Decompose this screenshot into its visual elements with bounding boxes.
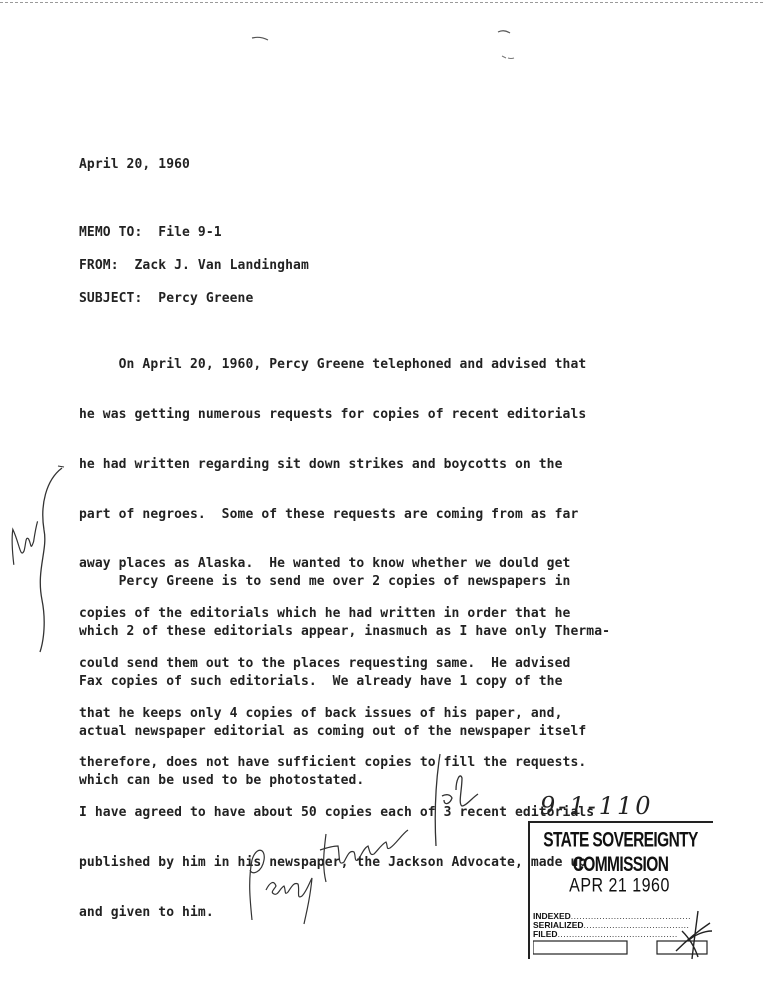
paragraph-line: published by him in his newspaper, the Jackson Advocate, made up	[79, 855, 587, 870]
stamp-date: APR 21 1960	[569, 876, 670, 897]
memo-date: April 20, 1960	[79, 157, 190, 172]
paragraph-line: therefore, does not have sufficient copies to fill the requests.	[79, 755, 587, 771]
memo-from-label: FROM:	[79, 258, 119, 273]
memo-to-line	[79, 225, 222, 242]
paragraph-line: and given to him.	[79, 904, 214, 920]
paragraph-line: On April 20, 1960, Percy Greene telephoned and advised that	[79, 357, 587, 373]
stamp-file-number: 9-1-110	[540, 792, 654, 820]
handwritten-bottom-note	[230, 750, 500, 930]
paragraph-line: that he keeps only 4 copies of back issues of his paper, and,	[79, 705, 563, 721]
stray-marks	[240, 20, 540, 80]
memo-from-value: Zack J. Van Landingham	[134, 258, 309, 273]
memo-to-value: File 9-1	[158, 225, 222, 240]
memo-to-label: MEMO TO:	[79, 225, 143, 240]
stamp-title: STATE SOVEREIGNTY COMMISSION	[543, 829, 698, 877]
paragraph-line: he was getting numerous requests for copies of recent editorials	[79, 406, 587, 422]
paragraph-line: which 2 of these editorials appear, inasmuch as I have only Therma-	[79, 623, 611, 639]
paragraph-line: which can be used to be photostated.	[79, 773, 365, 789]
handwritten-margin-note	[0, 460, 80, 660]
memo-subject-line	[79, 291, 253, 308]
paragraph-line: could send them out to the places requesting same. He advised	[79, 655, 571, 671]
memo-from-line	[79, 258, 309, 275]
paragraph-line: he had written regarding sit down strikes and boycotts on the	[79, 456, 563, 472]
paragraph-line: away places as Alaska. He wanted to know whether we dould get	[79, 556, 571, 572]
paragraph-line: part of negroes. Some of these requests are coming from as far	[79, 506, 579, 522]
stamp-field-filed: FILED..........................................	[533, 930, 678, 939]
paragraph-line: Percy Greene is to send me over 2 copies of newspapers in	[79, 574, 571, 590]
paragraph-line: Fax copies of such editorials. We already have 1 copy of the	[79, 673, 563, 689]
memo-subject-label: SUBJECT:	[79, 291, 143, 306]
stamp-field-serialized: SERIALIZED.....................................	[533, 921, 690, 930]
paragraph-line: copies of the editorials which he had written in order that he	[79, 606, 571, 622]
commission-stamp	[528, 821, 711, 957]
paragraph-line: actual newspaper editorial as coming out of the newspaper itself	[79, 723, 587, 739]
stamp-field-indexed: INDEXED..........................................	[533, 912, 691, 921]
page-top-edge	[0, 2, 763, 3]
stamp-initials-scribble	[668, 901, 718, 961]
memo-subject-value: Percy Greene	[158, 291, 254, 306]
paragraph-line: I have agreed to have about 50 copies each of 3 recent editorials	[79, 805, 595, 821]
